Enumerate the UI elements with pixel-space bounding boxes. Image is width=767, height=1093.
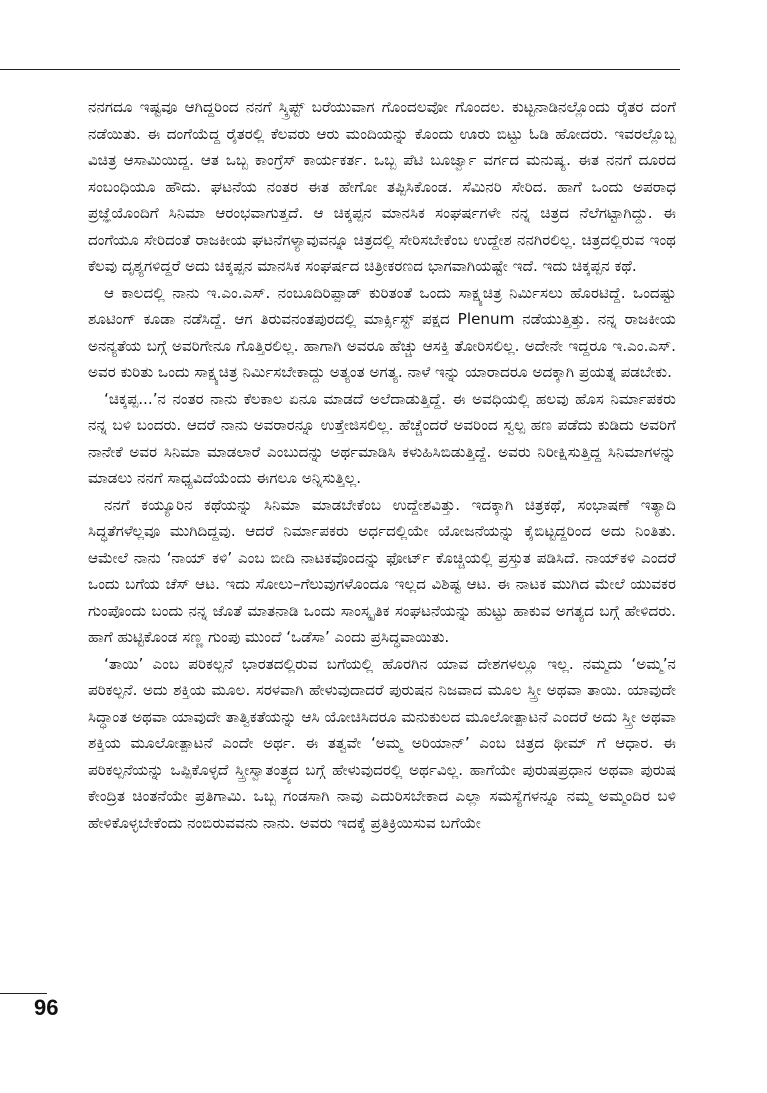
footer-rule bbox=[0, 993, 47, 994]
header-rule bbox=[0, 69, 680, 70]
page-body bbox=[88, 94, 676, 836]
paragraph-1: ನನಗದೂ ಇಷ್ಟವೂ ಆಗಿದ್ದರಿಂದ ನನಗೆ ಸ್ಕ್ರಿಪ್ಟ್ ಬರೆಯುವಾಗ ಗೊಂದಲವೋ ಗೊಂದಲ. ಕುಟ್ಟನಾಡಿನಲ್ಲೊಂದು ರೈತರ ದಂಗೆ ನಡೆಯಿತು. ಈ ದಂಗೆಯೆದ್ದ ರೈತರಲ್ಲಿ ಕೆಲವರು ಆರು ಮಂದಿಯನ್ನು ಕೊಂದು ಊರು ಬಿಟ್ಟು ಓಡಿ ಹೋದರು. ಇವರಲ್ಲೊಬ್ಬ ವಿಚಿತ್ರ ಆಸಾಮಿಯಿದ್ದ. ಆತ ಒಬ್ಬ ಕಾಂಗ್ರೆಸ್ ಕಾರ್ಯಕರ್ತ. ಒಬ್ಬ ಪೆಟಿ ಬೂರ್ಜ್ವಾ ವರ್ಗದ ಮನುಷ್ಯ. ಈತ ನನಗೆ ದೂರದ ಸಂಬಂಧಿಯೂ ಹೌದು. ಘಟನೆಯ ನಂತರ ಈತ ಹೇಗೋ ತಪ್ಪಿಸಿಕೊಂಡ. ಸೆಮಿನರಿ ಸೇರಿದ. ಹಾಗೆ ಒಂದು ಅಪರಾಧ ಪ್ರಜ್ಞೆಯೊಂದಿಗೆ ಸಿನಿಮಾ ಆರಂಭವಾಗುತ್ತದೆ. ಆ ಚಿಕ್ಕಪ್ಪನ ಮಾನಸಿಕ ಸಂಘರ್ಷಗಳೇ ನನ್ನ ಚಿತ್ರದ ನೆಲೆಗಟ್ಟಾಗಿದ್ದು. ಈ ದಂಗೆಯೂ ಸೇರಿದಂತೆ ರಾಜಕೀಯ ಘಟನೆಗಳ್ಯಾವುವನ್ನೂ ಚಿತ್ರದಲ್ಲಿ ಸೇರಿಸಬೇಕೆಂಬ ಉದ್ದೇಶ ನನಗಿರಲಿಲ್ಲ. ಚಿತ್ರದಲ್ಲಿರುವ ಇಂಥ ಕೆಲವು ದೃಶ್ಯಗಳಿದ್ದರೆ ಅದು ಚಿಕ್ಕಪ್ಪನ ಮಾನಸಿಕ ಸಂಘರ್ಷದ ಚಿತ್ರೀಕರಣದ ಭಾಗವಾಗಿಯಷ್ಟೇ ಇದೆ. ಇದು ಚಿಕ್ಕಪ್ಪನ ಕಥೆ. bbox=[88, 98, 676, 275]
paragraph-3: ‘ಚಿಕ್ಕಪ್ಪ...’ನ ನಂತರ ನಾನು ಕೆಲಕಾಲ ಏನೂ ಮಾಡದೆ ಅಲೆದಾಡುತ್ತಿದ್ದೆ. ಈ ಅವಧಿಯಲ್ಲಿ ಹಲವು ಹೊಸ ನಿರ್ಮಾಪಕರು ನನ್ನ ಬಳಿ ಬಂದರು. ಆದರೆ ನಾನು ಅವರಾರನ್ನೂ ಉತ್ತೇಜಿಸಲಿಲ್ಲ. ಹೆಚ್ಚೆಂದರೆ ಅವರಿಂದ ಸ್ವಲ್ಪ ಹಣ ಪಡೆದು ಕುಡಿದು ಅವರಿಗೆ ನಾನೇಕೆ ಅವರ ಸಿನಿಮಾ ಮಾಡಲಾರೆ ಎಂಬುದನ್ನು ಅರ್ಥಮಾಡಿಸಿ ಕಳುಹಿಸಿಬಿಡುತ್ತಿದ್ದೆ. ಅವರು ನಿರೀಕ್ಷಿಸುತ್ತಿದ್ದ ಸಿನಿಮಾಗಳನ್ನು ಮಾಡಲು ನನಗೆ ಸಾಧ್ಯವಿದೆಯೆಂದು ಈಗಲೂ ಅನ್ನಿಸುತ್ತಿಲ್ಲ. bbox=[88, 389, 676, 487]
paragraph-5: ‘ತಾಯಿ’ ಎಂಬ ಪರಿಕಲ್ಪನೆ ಭಾರತದಲ್ಲಿರುವ ಬಗೆಯಲ್ಲಿ ಹೊರಗಿನ ಯಾವ ದೇಶಗಳಲ್ಲೂ ಇಲ್ಲ. ನಮ್ಮದು ‘ಅಮ್ಮ’ನ ಪರಿಕಲ್ಪನೆ. ಅದು ಶಕ್ತಿಯ ಮೂಲ. ಸರಳವಾಗಿ ಹೇಳುವುದಾದರೆ ಪುರುಷನ ನಿಜವಾದ ಮೂಲ ಸ್ತ್ರೀ ಅಥವಾ ತಾಯಿ. ಯಾವುದೇ ಸಿದ್ಧಾಂತ ಅಥವಾ ಯಾವುದೇ ತಾತ್ವಿಕತೆಯನ್ನು ಆಸಿ ಯೋಚಿಸಿದರೂ ಮನುಕುಲದ ಮೂಲೋತ್ಪಾಟನೆ ಎಂದರೆ ಅದು ಸ್ತ್ರೀ ಅಥವಾ ಶಕ್ತಿಯ ಮೂಲೋತ್ಪಾಟನೆ ಎಂದೇ ಅರ್ಥ. ಈ ತತ್ವವೇ ‘ಅಮ್ಮ ಅರಿಯಾನ್’ ಎಂಬ ಚಿತ್ರದ ಥೀಮ್ ಗೆ ಆಧಾರ. ಈ ಪರಿಕಲ್ಪನೆಯನ್ನು ಒಪ್ಪಿಕೊಳ್ಳದೆ ಸ್ತ್ರೀಸ್ವಾತಂತ್ರ್ಯದ ಬಗ್ಗೆ ಹೇಳುವುದರಲ್ಲಿ ಅರ್ಥವಿಲ್ಲ. ಹಾಗೆಯೇ ಪುರುಷಪ್ರಧಾನ ಅಥವಾ ಪುರುಷ ಕೇಂದ್ರಿತ ಚಿಂತನೆಯೇ ಪ್ರತಿಗಾಮಿ. ಒಬ್ಬ ಗಂಡಸಾಗಿ ನಾವು ಎದುರಿಸಬೇಕಾದ ಎಲ್ಲಾ ಸಮಸ್ಯೆಗಳನ್ನೂ ನಮ್ಮ ಅಮ್ಮಂದಿರ ಬಳಿ ಹೇಳಿಕೊಳ್ಳಬೇಕೆಂದು ನಂಬಿರುವವನು ನಾನು. ಅವರು ಇದಕ್ಕೆ ಪ್ರತಿಕ್ರಿಯಿಸುವ ಬಗೆಯೇ bbox=[88, 654, 676, 832]
paragraph-2: ಆ ಕಾಲದಲ್ಲಿ ನಾನು ಇ.ಎಂ.ಎಸ್. ನಂಬೂದಿರಿಪ್ಪಾಡ್ ಕುರಿತಂತೆ ಒಂದು ಸಾಕ್ಷ್ಯಚಿತ್ರ ನಿರ್ಮಿಸಲು ಹೊರಟಿದ್ದೆ. ಒಂದಷ್ಟು ಶೂಟಿಂಗ್ ಕೂಡಾ ನಡೆಸಿದ್ದೆ. ಆಗ ತಿರುವನಂತಪುರದಲ್ಲಿ ಮಾರ್ಕ್ಸಿಸ್ಟ್ ಪಕ್ಷದ Plenum ನಡೆಯುತ್ತಿತ್ತು. ನನ್ನ ರಾಜಕೀಯ ಅನನ್ಯತೆಯ ಬಗ್ಗೆ ಅವರಿಗೇನೂ ಗೊತ್ತಿರಲಿಲ್ಲ. ಹಾಗಾಗಿ ಅವರೂ ಹೆಚ್ಚು ಆಸಕ್ತಿ ತೋರಿಸಲಿಲ್ಲ. ಅದೇನೇ ಇದ್ದರೂ ಇ.ಎಂ.ಎಸ್. ಅವರ ಕುರಿತು ಒಂದು ಸಾಕ್ಷ್ಯಚಿತ್ರ ನಿರ್ಮಿಸಬೇಕಾದ್ದು ಅತ್ಯಂತ ಅಗತ್ಯ. ನಾಳೆ ಇನ್ನು ಯಾರಾದರೂ ಅದಕ್ಕಾಗಿ ಪ್ರಯತ್ನ ಪಡಬೇಕು. bbox=[88, 283, 676, 381]
page-number: 96 bbox=[34, 995, 59, 1020]
paragraph-4: ನನಗೆ ಕಯ್ಯೂರಿನ ಕಥೆಯನ್ನು ಸಿನಿಮಾ ಮಾಡಬೇಕೆಂಬ ಉದ್ದೇಶವಿತ್ತು. ಇದಕ್ಕಾಗಿ ಚಿತ್ರಕಥೆ, ಸಂಭಾಷಣೆ ಇತ್ಯಾದಿ ಸಿದ್ಧತೆಗಳೆಲ್ಲವೂ ಮುಗಿದಿದ್ದವು. ಆದರೆ ನಿರ್ಮಾಪಕರು ಅರ್ಧದಲ್ಲಿಯೇ ಯೋಜನೆಯನ್ನು ಕೈಬಿಟ್ಟದ್ದರಿಂದ ಅದು ನಿಂತಿತು. ಆಮೇಲೆ ನಾನು ‘ನಾಯ್ ಕಳಿ’ ಎಂಬ ಬೀದಿ ನಾಟಕವೊಂದನ್ನು ಫೋರ್ಟ್ ಕೊಚ್ಚಿಯಲ್ಲಿ ಪ್ರಸ್ತುತ ಪಡಿಸಿದೆ. ನಾಯ್‌ಕಳಿ ಎಂದರೆ ಒಂದು ಬಗೆಯ ಚೆಸ್ ಆಟ. ಇದು ಸೋಲು–ಗೆಲುವುಗಳೊಂದೂ ಇಲ್ಲದ ವಿಶಿಷ್ಟ ಆಟ. ಈ ನಾಟಕ ಮುಗಿದ ಮೇಲೆ ಯುವಕರ ಗುಂಪೊಂದು ಬಂದು ನನ್ನ ಜೊತೆ ಮಾತನಾಡಿ ಒಂದು ಸಾಂಸ್ಕೃತಿಕ ಸಂಘಟನೆಯನ್ನು ಹುಟ್ಟು ಹಾಕುವ ಅಗತ್ಯದ ಬಗ್ಗೆ ಹೇಳಿದರು. ಹಾಗೆ ಹುಟ್ಟಿಕೊಂಡ ಸಣ್ಣ ಗುಂಪು ಮುಂದೆ ‘ಒಡೆಸಾ’ ಎಂದು ಪ್ರಸಿದ್ಧವಾಯಿತು. bbox=[88, 495, 676, 646]
